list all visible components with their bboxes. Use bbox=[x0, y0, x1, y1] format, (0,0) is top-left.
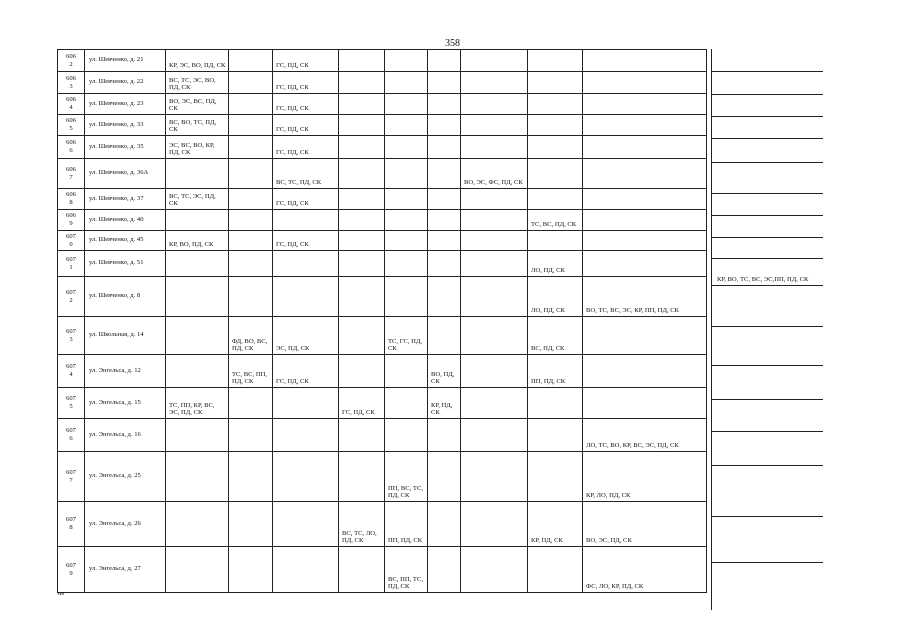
works-cell-9 bbox=[583, 115, 707, 136]
works-cell-3: ГС, ПД, СК bbox=[273, 136, 339, 159]
works-cell-3 bbox=[273, 547, 339, 593]
works-cell-7 bbox=[461, 189, 528, 210]
works-cell-1: ВС, ВО, ТС, ПД, СК bbox=[166, 115, 229, 136]
works-cell-3: ЭС, ПД, СК bbox=[273, 317, 339, 355]
page-number: 358 bbox=[445, 38, 460, 49]
works-cell-9 bbox=[583, 94, 707, 115]
works-cell-1: ВС, ТС, ЭС, ВО, ПД, СК bbox=[166, 72, 229, 94]
works-cell-2 bbox=[229, 72, 273, 94]
works-cell-5 bbox=[385, 189, 428, 210]
works-cell-9 bbox=[583, 159, 707, 189]
works-cell-8 bbox=[528, 159, 583, 189]
works-cell-8 bbox=[528, 115, 583, 136]
works-cell-6 bbox=[428, 502, 461, 547]
address-cell: ул. Шевченко, д. 8 bbox=[85, 277, 166, 317]
works-cell-9 bbox=[583, 388, 707, 419]
works-cell-10 bbox=[712, 72, 823, 95]
works-cell-4 bbox=[339, 452, 385, 502]
works-cell-5 bbox=[385, 50, 428, 72]
works-cell-6 bbox=[428, 189, 461, 210]
works-cell-8: КР, ПД, СК bbox=[528, 502, 583, 547]
works-cell-2 bbox=[229, 251, 273, 277]
works-cell-2 bbox=[229, 159, 273, 189]
works-cell-10 bbox=[712, 400, 823, 432]
works-cell-2 bbox=[229, 189, 273, 210]
works-cell-7 bbox=[461, 452, 528, 502]
works-cell-3 bbox=[273, 277, 339, 317]
works-cell-4 bbox=[339, 115, 385, 136]
row-number-cell: 606 6 bbox=[58, 136, 85, 159]
address-cell: ул. Школьная, д. 14 bbox=[85, 317, 166, 355]
works-cell-2 bbox=[229, 452, 273, 502]
works-cell-3 bbox=[273, 210, 339, 231]
address-cell: ул. Энгельса, д. 25 bbox=[85, 452, 166, 502]
works-cell-6 bbox=[428, 210, 461, 231]
table-row bbox=[58, 355, 753, 388]
works-cell-7 bbox=[461, 94, 528, 115]
works-cell-4 bbox=[339, 50, 385, 72]
row-number-cell: 607 6 bbox=[58, 419, 85, 452]
works-cell-10 bbox=[712, 95, 823, 117]
works-cell-1 bbox=[166, 317, 229, 355]
works-cell-9: ВО, ЭС, ПД, СК bbox=[583, 502, 707, 547]
row-number-cell: 607 8 bbox=[58, 502, 85, 547]
works-cell-7 bbox=[461, 72, 528, 94]
works-cell-8 bbox=[528, 419, 583, 452]
works-cell-5 bbox=[385, 231, 428, 251]
works-cell-1: ВО, ЭС, ВС, ПД, СК bbox=[166, 94, 229, 115]
row-number-cell: 607 1 bbox=[58, 251, 85, 277]
works-cell-9 bbox=[583, 251, 707, 277]
works-cell-5 bbox=[385, 136, 428, 159]
works-cell-9 bbox=[583, 50, 707, 72]
works-cell-7 bbox=[461, 50, 528, 72]
row-number-cell: 606 3 bbox=[58, 72, 85, 94]
works-cell-3: ГС, ПД, СК bbox=[273, 50, 339, 72]
works-cell-8 bbox=[528, 388, 583, 419]
row-number-cell: 607 2 bbox=[58, 277, 85, 317]
works-cell-6: КР, ПД, СК bbox=[428, 388, 461, 419]
works-cell-8 bbox=[528, 452, 583, 502]
works-cell-5 bbox=[385, 210, 428, 231]
address-cell: ул. Энгельса, д. 15 bbox=[85, 388, 166, 419]
works-cell-3: ГС, ПД, СК bbox=[273, 115, 339, 136]
table-row bbox=[58, 50, 753, 72]
works-cell-7: ВО, ЭС, ФС, ПД, СК bbox=[461, 159, 528, 189]
works-cell-1 bbox=[166, 251, 229, 277]
works-cell-5: ПП, ВС, ТС, ПД, СК bbox=[385, 452, 428, 502]
works-cell-6 bbox=[428, 159, 461, 189]
works-cell-6 bbox=[428, 251, 461, 277]
works-cell-8 bbox=[528, 94, 583, 115]
address-cell: ул. Шевченко, д. 35 bbox=[85, 136, 166, 159]
works-cell-4 bbox=[339, 210, 385, 231]
works-cell-1: ЭС, ВС, ВО, КР, ПД, СК bbox=[166, 136, 229, 159]
row-number-cell: 606 7 bbox=[58, 159, 85, 189]
row-number-cell: 607 7 bbox=[58, 452, 85, 502]
works-cell-10 bbox=[712, 238, 823, 259]
works-cell-2 bbox=[229, 136, 273, 159]
works-cell-3: ВС, ТС, ПД, СК bbox=[273, 159, 339, 189]
works-cell-3: ГС, ПД, СК bbox=[273, 231, 339, 251]
table-row bbox=[58, 388, 753, 419]
works-cell-3: ГС, ПД, СК bbox=[273, 355, 339, 388]
works-cell-6 bbox=[428, 547, 461, 593]
works-cell-7 bbox=[461, 547, 528, 593]
works-cell-2 bbox=[229, 388, 273, 419]
works-cell-9 bbox=[583, 136, 707, 159]
row-number-cell: 607 9 bbox=[58, 547, 85, 593]
works-cell-2 bbox=[229, 50, 273, 72]
works-cell-8: ЛО, ПД, СК bbox=[528, 251, 583, 277]
works-cell-10 bbox=[712, 117, 823, 139]
table-row bbox=[58, 136, 753, 159]
works-cell-4 bbox=[339, 419, 385, 452]
works-cell-7 bbox=[461, 317, 528, 355]
works-cell-1 bbox=[166, 355, 229, 388]
works-cell-9 bbox=[583, 231, 707, 251]
works-cell-5 bbox=[385, 159, 428, 189]
works-cell-3: ГС, ПД, СК bbox=[273, 94, 339, 115]
works-cell-5 bbox=[385, 277, 428, 317]
address-cell: ул. Энгельса, д. 26 bbox=[85, 502, 166, 547]
works-cell-7 bbox=[461, 388, 528, 419]
works-cell-10 bbox=[712, 49, 823, 72]
address-cell: ул. Энгельса, д. 27 bbox=[85, 547, 166, 593]
address-cell: ул. Шевченко, д. 23 bbox=[85, 94, 166, 115]
works-cell-2 bbox=[229, 547, 273, 593]
row-number-cell: 606 8 bbox=[58, 189, 85, 210]
works-cell-5: ВС, ПП, ТС, ПД, СК bbox=[385, 547, 428, 593]
works-cell-2 bbox=[229, 231, 273, 251]
works-cell-4 bbox=[339, 355, 385, 388]
works-cell-6 bbox=[428, 136, 461, 159]
works-cell-1: КР, ВО, ПД, СК bbox=[166, 231, 229, 251]
row-number-cell: 606 5 bbox=[58, 115, 85, 136]
table-row bbox=[58, 547, 753, 593]
works-cell-10 bbox=[712, 194, 823, 216]
address-cell: ул. Шевченко, д. 36А bbox=[85, 159, 166, 189]
works-cell-4 bbox=[339, 94, 385, 115]
works-cell-5 bbox=[385, 94, 428, 115]
works-cell-6: ВО, ПД, СК bbox=[428, 355, 461, 388]
works-cell-5 bbox=[385, 419, 428, 452]
works-cell-2 bbox=[229, 210, 273, 231]
works-cell-1: КР, ЭС, ВО, ПД, СК bbox=[166, 50, 229, 72]
table-row bbox=[58, 231, 753, 251]
works-cell-5 bbox=[385, 355, 428, 388]
works-cell-4 bbox=[339, 547, 385, 593]
table-row bbox=[58, 419, 753, 452]
works-cell-8 bbox=[528, 72, 583, 94]
works-cell-7 bbox=[461, 231, 528, 251]
address-cell: ул. Шевченко, д. 37 bbox=[85, 189, 166, 210]
table-row bbox=[58, 159, 753, 189]
works-cell-5 bbox=[385, 115, 428, 136]
works-cell-4 bbox=[339, 251, 385, 277]
table-row bbox=[58, 94, 753, 115]
footer-note: ив bbox=[58, 591, 65, 597]
address-cell: ул. Шевченко, д. 51 bbox=[85, 251, 166, 277]
table-row bbox=[58, 115, 753, 136]
works-cell-9 bbox=[583, 189, 707, 210]
works-cell-6 bbox=[428, 231, 461, 251]
works-cell-5 bbox=[385, 72, 428, 94]
works-cell-10 bbox=[712, 286, 823, 327]
works-cell-10 bbox=[712, 216, 823, 238]
works-cell-4 bbox=[339, 231, 385, 251]
table-row bbox=[58, 277, 753, 317]
works-cell-3: ГС, ПД, СК bbox=[273, 72, 339, 94]
works-cell-3 bbox=[273, 388, 339, 419]
table-body bbox=[58, 50, 753, 593]
works-cell-4 bbox=[339, 136, 385, 159]
works-cell-3 bbox=[273, 502, 339, 547]
works-cell-9 bbox=[583, 72, 707, 94]
row-number-cell: 607 0 bbox=[58, 231, 85, 251]
works-cell-8: ПП, ПД, СК bbox=[528, 355, 583, 388]
works-cell-4 bbox=[339, 189, 385, 210]
works-cell-6 bbox=[428, 94, 461, 115]
works-cell-7 bbox=[461, 136, 528, 159]
works-cell-8 bbox=[528, 136, 583, 159]
works-cell-4 bbox=[339, 277, 385, 317]
works-cell-7 bbox=[461, 502, 528, 547]
works-cell-9: КР, ЛО, ПД, СК bbox=[583, 452, 707, 502]
works-cell-8 bbox=[528, 231, 583, 251]
table-row bbox=[58, 189, 753, 210]
table-row bbox=[58, 317, 753, 355]
works-cell-10 bbox=[712, 366, 823, 400]
works-cell-8: ЛО, ПД, СК bbox=[528, 277, 583, 317]
works-cell-7 bbox=[461, 251, 528, 277]
works-cell-1: ВС, ТС, ЭС, ПД, СК bbox=[166, 189, 229, 210]
works-cell-1 bbox=[166, 547, 229, 593]
works-cell-6 bbox=[428, 277, 461, 317]
works-cell-10 bbox=[712, 327, 823, 366]
works-cell-7 bbox=[461, 115, 528, 136]
works-cell-7 bbox=[461, 210, 528, 231]
works-cell-6 bbox=[428, 50, 461, 72]
works-cell-8 bbox=[528, 189, 583, 210]
address-cell: ул. Энгельса, д. 16 bbox=[85, 419, 166, 452]
address-works-table bbox=[57, 49, 753, 593]
works-cell-5: ПП, ПД, СК bbox=[385, 502, 428, 547]
address-cell: ул. Шевченко, д. 45 bbox=[85, 231, 166, 251]
works-cell-5: ТС, ГС, ПД, СК bbox=[385, 317, 428, 355]
works-cell-9: ФС, ЛО, КР, ПД, СК bbox=[583, 547, 707, 593]
table-row bbox=[58, 251, 753, 277]
works-cell-4 bbox=[339, 72, 385, 94]
address-cell: ул. Энгельса, д. 12 bbox=[85, 355, 166, 388]
works-cell-2 bbox=[229, 419, 273, 452]
works-cell-1 bbox=[166, 210, 229, 231]
works-cell-1 bbox=[166, 159, 229, 189]
works-cell-1 bbox=[166, 452, 229, 502]
last-column bbox=[711, 49, 823, 610]
row-number-cell: 607 5 bbox=[58, 388, 85, 419]
works-cell-3 bbox=[273, 452, 339, 502]
works-cell-6 bbox=[428, 72, 461, 94]
works-cell-1: ТС, ПП, КР, ВС, ЭС, ПД, СК bbox=[166, 388, 229, 419]
works-cell-10 bbox=[712, 517, 823, 563]
works-cell-8: ТС, ВС, ПД, СК bbox=[528, 210, 583, 231]
works-cell-9: ВО, ТС, ВС, ЭС, КР, ПП, ПД, СК bbox=[583, 277, 707, 317]
table-row bbox=[58, 502, 753, 547]
address-cell: ул. Шевченко, д. 33 bbox=[85, 115, 166, 136]
works-cell-10 bbox=[712, 163, 823, 194]
works-cell-1 bbox=[166, 502, 229, 547]
address-cell: ул. Шевченко, д. 22 bbox=[85, 72, 166, 94]
works-cell-2: ФД, ВО, ВС, ПД, СК bbox=[229, 317, 273, 355]
works-cell-9 bbox=[583, 317, 707, 355]
works-cell-7 bbox=[461, 419, 528, 452]
works-cell-10 bbox=[712, 563, 823, 610]
works-cell-7 bbox=[461, 355, 528, 388]
works-cell-6 bbox=[428, 419, 461, 452]
works-cell-2 bbox=[229, 94, 273, 115]
works-cell-3 bbox=[273, 419, 339, 452]
works-cell-10 bbox=[712, 432, 823, 466]
address-cell: ул. Шевченко, д. 21 bbox=[85, 50, 166, 72]
works-cell-10: КР, ВО, ТС, ВС, ЭС,ПП, ПД, СК bbox=[712, 259, 823, 286]
works-cell-1 bbox=[166, 277, 229, 317]
row-number-cell: 606 4 bbox=[58, 94, 85, 115]
works-cell-6 bbox=[428, 452, 461, 502]
works-cell-9 bbox=[583, 210, 707, 231]
works-cell-2: ТС, ВС, ПП, ПД, СК bbox=[229, 355, 273, 388]
works-cell-4: ГС, ПД, СК bbox=[339, 388, 385, 419]
row-number-cell: 606 2 bbox=[58, 50, 85, 72]
works-cell-2 bbox=[229, 115, 273, 136]
row-number-cell: 607 4 bbox=[58, 355, 85, 388]
works-cell-6 bbox=[428, 115, 461, 136]
works-cell-5 bbox=[385, 388, 428, 419]
works-cell-3: ГС, ПД, СК bbox=[273, 189, 339, 210]
works-cell-10 bbox=[712, 139, 823, 163]
works-cell-7 bbox=[461, 277, 528, 317]
works-cell-4 bbox=[339, 159, 385, 189]
row-number-cell: 606 9 bbox=[58, 210, 85, 231]
table-row bbox=[58, 452, 753, 502]
works-cell-2 bbox=[229, 502, 273, 547]
works-cell-8 bbox=[528, 50, 583, 72]
works-cell-4 bbox=[339, 317, 385, 355]
works-cell-1 bbox=[166, 419, 229, 452]
works-cell-10 bbox=[712, 466, 823, 517]
works-cell-8 bbox=[528, 547, 583, 593]
table-row bbox=[58, 72, 753, 94]
address-cell: ул. Шевченко, д. 40 bbox=[85, 210, 166, 231]
works-cell-4: ВС, ТС, ЛО, ПД, СК bbox=[339, 502, 385, 547]
works-cell-8: ВС, ПД, СК bbox=[528, 317, 583, 355]
works-cell-6 bbox=[428, 317, 461, 355]
row-number-cell: 607 3 bbox=[58, 317, 85, 355]
works-cell-5 bbox=[385, 251, 428, 277]
works-cell-2 bbox=[229, 277, 273, 317]
works-cell-9 bbox=[583, 355, 707, 388]
works-cell-9: ЛО, ТС, ВО, КР, ВС, ЭС, ПД, СК bbox=[583, 419, 707, 452]
works-cell-3 bbox=[273, 251, 339, 277]
table-row bbox=[58, 210, 753, 231]
